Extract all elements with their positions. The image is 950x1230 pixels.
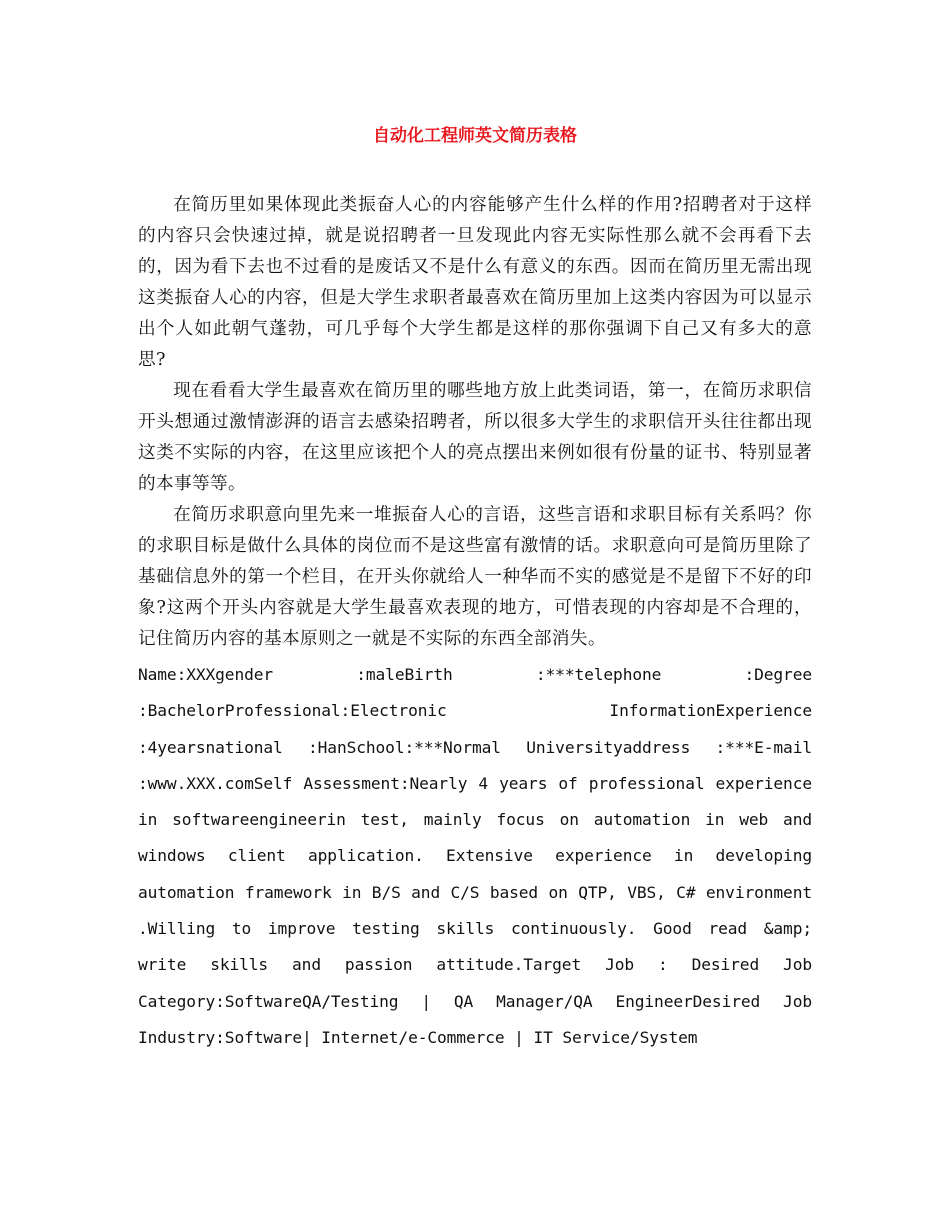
paragraph-3: 在简历求职意向里先来一堆振奋人心的言语，这些言语和求职目标有关系吗？你的求职目标是做什么具体的岗位而不是这些富有激情的话。求职意向可是简历里除了基础信息外的第一个栏目，在开头你就给人一种华而不实的感觉是不是留下不好的印象?这两个开头内容就是大学生最喜欢表现的地方，可惜表现的内容却是不合理的，记住简历内容的基本原则之一就是不实际的东西全部消失。	[138, 505, 812, 649]
paragraph-1: 在简历里如果体现此类振奋人心的内容能够产生什么样的作用?招聘者对于这样的内容只会快速过掉，就是说招聘者一旦发现此内容无实际性那么就不会再看下去的，因为看下去也不过看的是废话又不是什么有意义的东西。因而在简历里无需出现这类振奋人心的内容，但是大学生求职者最喜欢在简历里加上这类内容因为可以显示出个人如此朝气蓬勃，可几乎每个大学生都是这样的那你强调下自己又有多大的意思?	[138, 195, 812, 370]
paragraph-2: 现在看看大学生最喜欢在简历里的哪些地方放上此类词语，第一，在简历求职信开头想通过激情澎湃的语言去感染招聘者，所以很多大学生的求职信开头往往都出现这类不实际的内容，在这里应该把个人的亮点摆出来例如很有份量的证书、特别显著的本事等等。	[138, 381, 812, 494]
document-body	[138, 190, 812, 1056]
document-title: 自动化工程师英文简历表格	[373, 126, 577, 146]
resume-details: Name:XXXgender :maleBirth :***telephone :Degree :BachelorProfessional:Electronic InformationExperience :4yearsnational :HanSchool:***Normal Universityaddress :***E-mail :www.XXX.comSelf Assessment:Nearly 4 years of professional experience in softwareengineerin test, mainly focus on automation in web and windows client application. Extensive experience in developing automation framework in B/S and C/S based on QTP, VBS, C# environment .Willing to improve testing skills continuously. Good read &amp; write skills and passion attitude.Target Job : Desired Job Category:SoftwareQA/Testing | QA Manager/QA EngineerDesired Job Industry:Software| Internet/e-Commerce | IT Service/System	[138, 665, 812, 1047]
